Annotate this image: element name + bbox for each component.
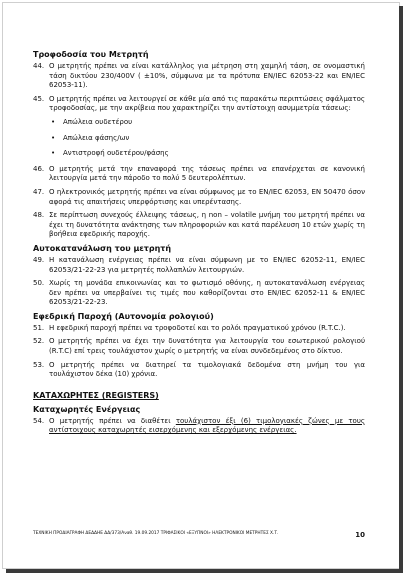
bullet-icon: • (51, 117, 56, 126)
clause-54 (33, 417, 365, 436)
clause-text: Ο ηλεκτρονικός μετρητής πρέπει να είναι σύμφωνος με το EN/IEC 62053, EN 50470 όσον αφορά τις απαιτήσεις υπερφόρτισης και υπερέντασης. (49, 187, 365, 206)
section-heading-backup-supply: Εφεδρική Παροχή (Αυτονομία ρολογιού) (33, 311, 214, 321)
page-shadow-right (399, 6, 403, 571)
clause-text: Ο μετρητής πρέπει να έχει την δυνατότητα για λειτουργία του εσωτερικού ρολογιού (R.T.C) επί τρεις τουλάχιστον χωρίς ο μετρητής να είναι συνδεδεμένος στο δίκτυο. (49, 337, 365, 356)
clause-text: Ο μετρητής πρέπει να λειτουργεί σε κάθε μία από τις παρακάτω περιπτώσεις σφάλματος τροφοδοσίας, με την ακρίβεια που χαρακτηρίζει την αντίστοιχη ασυμμετρία τάσεως: (49, 94, 365, 113)
clause-number: 47. (33, 187, 45, 196)
clause-number: 46. (33, 164, 45, 173)
clause-text: Ο μετρητής μετά την επαναφορά της τάσεως πρέπει να επανέρχεται σε κανονική λειτουργία μετά την πάροδο το πολύ 5 δευτερολέπτων. (49, 164, 365, 183)
clause-text: Χωρίς τη μονάδα επικοινωνίας και το φωτισμό οθόνης, η αυτοκατανάλωση ενέργειας δεν πρέπει να υπερβαίνει τις τιμές που καθορίζονται στο EN/IEC 62052-11 & EN/IEC 62053/21-22-23. (49, 279, 365, 307)
list-item: • Αντιστροφή ουδετέρου/φάσης (51, 149, 169, 158)
clause-44 (33, 62, 365, 91)
page-shadow-bottom (6, 569, 403, 573)
clause-text: Η εφεδρική παροχή πρέπει να τροφοδοτεί και το ρολόι πραγματικού χρόνου (R.T.C.). (49, 323, 346, 332)
clause-47 (33, 188, 365, 207)
subsection-heading-energy-registers: Καταχωρητές Ενέργειας (33, 404, 141, 414)
clause-text: Ο μετρητής πρέπει να είναι κατάλληλος για μέτρηση στη χαμηλή τάση, σε ονομαστική τάση δικτύου 230/400V ( ±10%, σύμφωνα με τα πρότυπα ΕΝ/ΙΕC 62053-22 και EN/IEC 62053-11). (49, 62, 365, 90)
clause-53 (33, 361, 365, 380)
clause-number: 44. (33, 62, 45, 70)
page-footer (33, 531, 365, 539)
fault-cases-list (51, 118, 365, 159)
document-body (33, 50, 365, 440)
clause-text: Ο μετρητής πρέπει να διαθέτει τουλάχιστον έξι (6) τιμολογιακές ζώνες με τους αντίστοιχους καταχωρητές εισερχόμενης και εξερχόμενης ενέργειας. (49, 416, 365, 435)
clause-text: Η κατανάλωση ενέργειας πρέπει να είναι σύμφωνη με το EN/IEC 62052-11, EN/IEC 62053/21-22-23 για μετρητές πολλαπλών λειτουργιών. (49, 255, 365, 274)
clause-number: 50. (33, 279, 45, 288)
section-heading-power-supply: Τροφοδοσία του Μετρητή (33, 50, 149, 59)
clause-50 (33, 279, 365, 308)
clause-52 (33, 337, 365, 356)
section-heading-self-consumption: Αυτοκατανάλωση του μετρητή (33, 243, 172, 253)
list-item: • Απώλεια ουδετέρου (51, 117, 133, 126)
clause-number: 49. (33, 255, 45, 264)
clause-45 (33, 95, 365, 114)
clause-51 (33, 324, 365, 334)
bullet-icon: • (51, 133, 56, 142)
clause-number: 48. (33, 211, 45, 220)
clause-46 (33, 165, 365, 184)
clause-49 (33, 256, 365, 275)
footer-spec-reference: ΤΕΧΝΙΚΗ ΠΡΟΔΙΑΓΡΑΦΗ ΔΕΔΔΗΕ ΔΔ/373/Αναθ. 19.09.2017 ΤΡΙΦΑΣΙΚΟΙ «ΕΞΥΠΝΟΙ» ΗΛΕΚΤΡΟΝΙΚΟΙ ΜΕΤΡΗΤΕΣ Χ.Τ. (33, 531, 279, 536)
section-heading-registers: ΚΑΤΑΧΩΡΗΤΕΣ (REGISTERS) (33, 390, 159, 400)
underlined-text: τουλάχιστον έξι (6) τιμολογιακές ζώνες με τους αντίστοιχους καταχωρητές εισερχόμενης και εξερχόμενης ενέργειας. (49, 416, 365, 435)
bullet-icon: • (51, 149, 56, 158)
clause-number: 51. (33, 323, 45, 332)
clause-number: 54. (33, 416, 45, 425)
clause-48 (33, 211, 365, 240)
clause-text: Ο μετρητής πρέπει να διατηρεί τα τιμολογιακά δεδομένα στη μνήμη του για τουλάχιστον δέκα (10) χρόνια. (49, 360, 365, 379)
list-item: • Απώλεια φάσης/ων (51, 133, 130, 142)
clause-number: 53. (33, 360, 45, 369)
clause-text: Σε περίπτωση συνεχούς έλλειψης τάσεως, η non – volatile μνήμη του μετρητή πρέπει να έχει τη δυνατότητα ανάκτησης των πληροφοριών και κατά παρέλευση 10 ετών χωρίς τη βοήθεια εφεδρικής παροχής. (49, 211, 365, 239)
page-number: 10 (355, 531, 365, 539)
clause-number: 45. (33, 94, 45, 103)
clause-number: 52. (33, 337, 45, 346)
